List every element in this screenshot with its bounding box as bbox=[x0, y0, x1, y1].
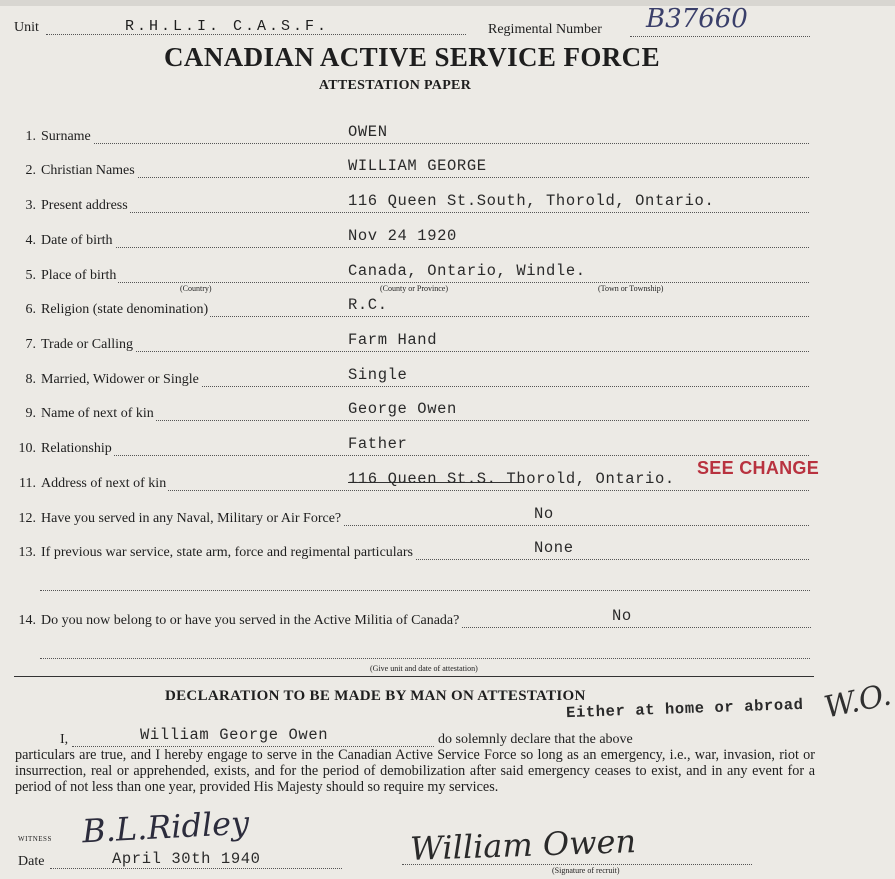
question-answer: None bbox=[534, 539, 574, 557]
question-number: 8. bbox=[25, 372, 36, 387]
question-label: Date of birth bbox=[41, 233, 113, 248]
question-number: 4. bbox=[25, 233, 36, 248]
question-number: 3. bbox=[25, 198, 36, 213]
question-answer-line bbox=[41, 420, 809, 421]
question-answer-line bbox=[41, 212, 809, 213]
unit-value: R.H.L.I. C.A.S.F. bbox=[125, 18, 330, 35]
top-strip bbox=[0, 0, 895, 6]
question-answer-line bbox=[41, 247, 809, 248]
question-label: Place of birth bbox=[41, 268, 117, 283]
question-label: Married, Widower or Single bbox=[41, 372, 199, 387]
question-label: Trade or Calling bbox=[41, 337, 134, 352]
question-label: Religion (state denomination) bbox=[41, 302, 209, 317]
question-answer: 116 Queen St.South, Thorold, Ontario. bbox=[348, 192, 715, 210]
question-answer: Nov 24 1920 bbox=[348, 227, 457, 245]
date-label: Date bbox=[18, 854, 45, 869]
question-number: 9. bbox=[25, 406, 36, 421]
question-number: 10. bbox=[18, 441, 36, 456]
initials: W.O. bbox=[821, 677, 895, 726]
question-answer: R.C. bbox=[348, 296, 388, 314]
question-label: Name of next of kin bbox=[41, 406, 154, 421]
question-label: Have you served in any Naval, Military or Air Force? bbox=[41, 511, 342, 526]
date-value: April 30th 1940 bbox=[112, 850, 261, 868]
witness-label: WITNESS bbox=[18, 835, 52, 843]
question-answer-line bbox=[41, 143, 809, 144]
question-answer-line bbox=[41, 282, 809, 283]
declaration-i-label: I, bbox=[60, 732, 69, 747]
question-answer-line bbox=[41, 351, 809, 352]
question-label: Present address bbox=[41, 198, 128, 213]
caption-town: (Town or Township) bbox=[598, 284, 664, 293]
question-answer: Single bbox=[348, 366, 408, 384]
caption-country: (Country) bbox=[180, 284, 212, 293]
declaration-after-name: do solemnly declare that the above bbox=[438, 732, 633, 747]
question-answer: OWEN bbox=[348, 123, 388, 141]
question-number: 2. bbox=[25, 163, 36, 178]
question-label: Surname bbox=[41, 129, 91, 144]
question-number: 12. bbox=[18, 511, 36, 526]
question-answer: Farm Hand bbox=[348, 331, 438, 349]
question-answer: 116 Queen St.S. Thorold, Ontario. bbox=[348, 470, 675, 488]
question-answer: Canada, Ontario, Windle. bbox=[348, 262, 586, 280]
question-answer-line bbox=[41, 177, 809, 178]
question-label: Do you now belong to or have you served in the Active Militia of Canada? bbox=[41, 613, 460, 628]
regimental-number-label: Regimental Number bbox=[488, 22, 602, 37]
question-number: 13. bbox=[18, 545, 36, 560]
question-label: Christian Names bbox=[41, 163, 135, 178]
declaration-body: particulars are true, and I hereby engage to serve in the Canadian Active Service Force so long as an emergency, i.e., war, invasion, riot or insurrection, real or apprehended, exists, and for the period of demobilization after said emergency ceases to exist, and in any event for a period of not less than one year, provided His Majesty should so require my services. bbox=[15, 747, 815, 795]
form-title: CANADIAN ACTIVE SERVICE FORCE bbox=[164, 42, 660, 72]
date-dots bbox=[50, 868, 342, 869]
question-number: 5. bbox=[25, 268, 36, 283]
question-label: Address of next of kin bbox=[41, 476, 167, 491]
question-number: 7. bbox=[25, 337, 36, 352]
form-subtitle: ATTESTATION PAPER bbox=[318, 78, 472, 93]
question-answer: Father bbox=[348, 435, 408, 453]
question-number: 11. bbox=[19, 476, 36, 491]
q13-continuation-line bbox=[40, 590, 810, 591]
question-answer: George Owen bbox=[348, 400, 457, 418]
witness-signature: B.L.Ridley bbox=[81, 803, 251, 851]
declaration-name: William George Owen bbox=[140, 726, 329, 744]
question-answer: No bbox=[612, 607, 632, 625]
typed-note: Either at home or abroad bbox=[565, 695, 804, 723]
question-answer-line bbox=[41, 455, 809, 456]
question-answer: WILLIAM GEORGE bbox=[348, 157, 487, 175]
question-number: 1. bbox=[25, 129, 36, 144]
declaration-heading: DECLARATION TO BE MADE BY MAN ON ATTESTATION bbox=[165, 688, 586, 704]
question-number: 6. bbox=[25, 302, 36, 317]
declaration-divider bbox=[14, 676, 814, 677]
question-number: 14. bbox=[18, 613, 36, 628]
recruit-signature: William Owen bbox=[409, 822, 637, 868]
unit-label: Unit bbox=[14, 20, 39, 35]
question-label: If previous war service, state arm, force and regimental particulars bbox=[41, 545, 413, 560]
question-answer: No bbox=[534, 505, 554, 523]
question-label: Relationship bbox=[41, 441, 112, 456]
regimental-number-value: B37660 bbox=[646, 4, 748, 34]
regimental-number-dots bbox=[630, 36, 810, 37]
q14-continuation-line bbox=[40, 658, 810, 659]
militia-caption: (Give unit and date of attestation) bbox=[370, 664, 478, 673]
signature-caption: (Signature of recruit) bbox=[552, 866, 620, 875]
caption-province: (County or Province) bbox=[380, 284, 448, 293]
see-change-stamp: SEE CHANGE bbox=[697, 458, 820, 478]
